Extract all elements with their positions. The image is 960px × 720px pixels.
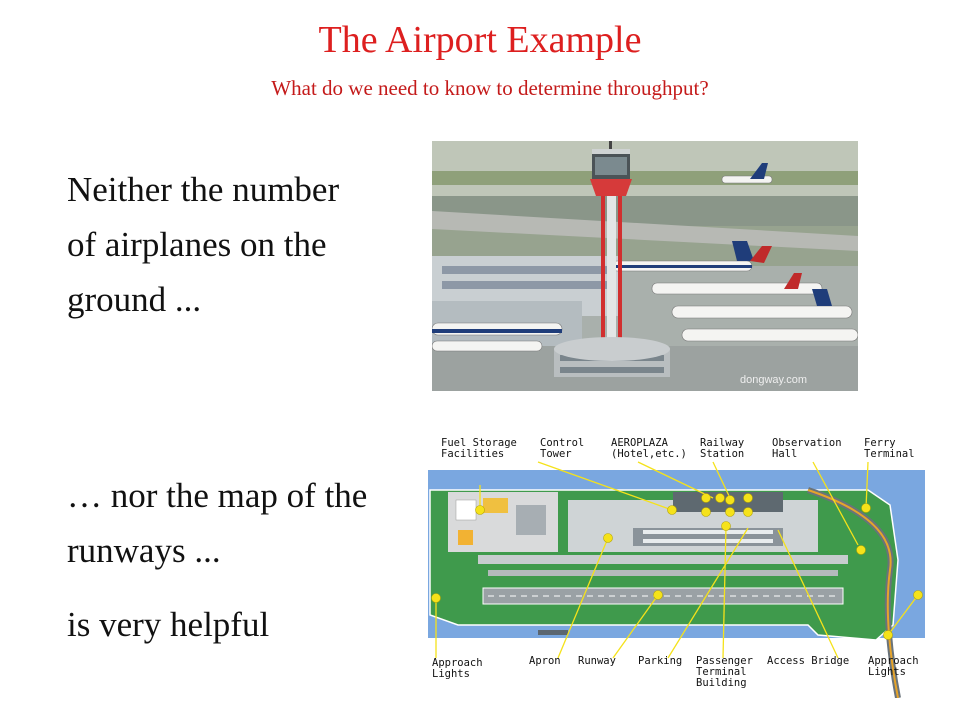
label-ferry-terminal: Ferry Terminal xyxy=(864,437,915,460)
label-aeroplaza: AEROPLAZA (Hotel,etc.) xyxy=(611,437,687,460)
label-approach-lights-left: Approach Lights xyxy=(432,657,483,680)
label-railway-station: Railway Station xyxy=(700,437,745,460)
paragraph-helpful: is very helpful xyxy=(67,605,270,644)
airport-map xyxy=(428,430,928,698)
label-parking: Parking xyxy=(638,655,683,667)
airport-photo-drawing xyxy=(432,141,858,391)
airport-photo xyxy=(432,141,858,391)
label-control-tower: Control Tower xyxy=(540,437,585,460)
label-approach-lights-right: Approach Lights xyxy=(868,655,919,678)
slide-title: The Airport Example xyxy=(318,19,642,61)
label-apron: Apron xyxy=(529,655,561,667)
photo-watermark: dongway.com xyxy=(740,374,808,386)
label-observation-hall: Observation Hall xyxy=(772,437,842,460)
label-runway: Runway xyxy=(578,655,616,667)
label-fuel-storage: Fuel Storage Facilities xyxy=(441,437,517,460)
paragraph-runways-map: … nor the map of the runways ... xyxy=(67,476,368,570)
label-passenger-terminal: Passenger Terminal Building xyxy=(696,655,753,689)
label-access-bridge: Access Bridge xyxy=(767,655,850,667)
paragraph-airplanes: Neither the number of airplanes on the ground ... xyxy=(67,170,340,319)
slide-subtitle: What do we need to know to determine throughput? xyxy=(271,76,709,100)
